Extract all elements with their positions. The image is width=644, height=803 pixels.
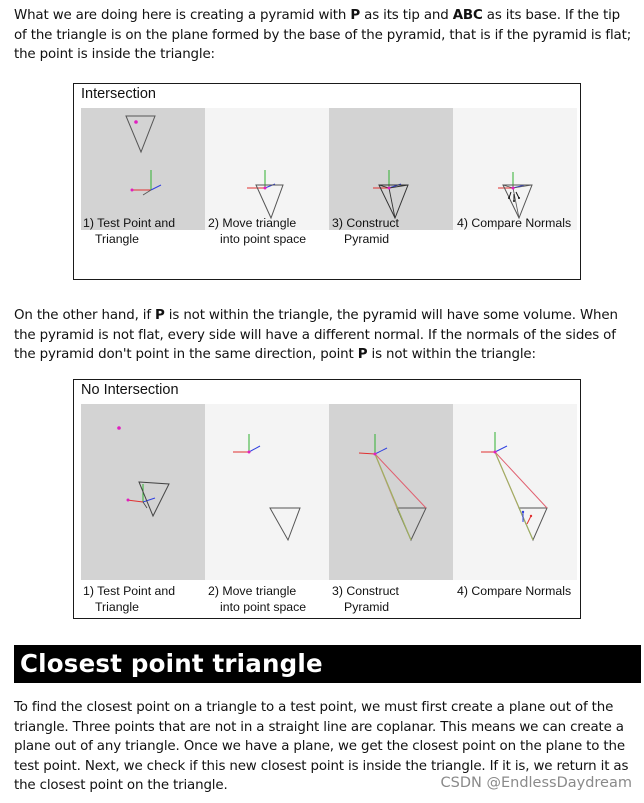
compare-normals-diagram	[453, 404, 577, 580]
panel-move-triangle	[205, 404, 329, 580]
panel-test-point	[81, 108, 205, 230]
move-triangle-diagram	[205, 108, 329, 230]
caption-construct-pyramid: 3) Construct Pyramid	[332, 216, 399, 246]
section-body-paragraph: To find the closest point on a triangle to a test point, we must first create a plane out of the triangle. Three points that are not in a straight line are coplanar. This means we can create a plane out of any triangle. Once we have a plane, we get the closest point on the plane to the test point. Next, we check if this new closest point is inside the triangle. If it is, we return it as the closest point on the triangle.	[14, 700, 629, 794]
caption-move-triangle: 2) Move triangle into point space	[208, 216, 307, 246]
test-point-diagram	[81, 404, 205, 580]
caption-test-point: 1) Test Point and Triangle	[83, 216, 176, 246]
middle-paragraph: On the other hand, if P is not within the triangle, the pyramid will have some volume. When the pyramid is not flat, every side will have a different normal. If the normals of the sides of the pyramid don't point in the same direction, point P is not within the triangle:	[14, 308, 618, 363]
caption-compare-normals: 4) Compare Normals	[457, 584, 572, 598]
figure-title: Intersection	[81, 86, 156, 102]
panel-compare-normals	[453, 404, 577, 580]
construct-pyramid-diagram	[329, 108, 453, 230]
panel-construct-pyramid	[329, 404, 453, 580]
no-intersection-figure	[73, 379, 581, 619]
panel-compare-normals	[453, 108, 577, 230]
compare-normals-diagram	[453, 108, 577, 230]
test-point-diagram	[81, 108, 205, 230]
section-heading: Closest point triangle	[14, 645, 641, 683]
intersection-figure	[73, 83, 581, 280]
panel-move-triangle	[205, 108, 329, 230]
caption-move-triangle: 2) Move triangle into point space	[208, 584, 307, 614]
panel-construct-pyramid	[329, 108, 453, 230]
move-triangle-diagram	[205, 404, 329, 580]
construct-pyramid-diagram	[329, 404, 453, 580]
caption-test-point: 1) Test Point and Triangle	[83, 584, 176, 614]
figure-title: No Intersection	[81, 382, 179, 398]
caption-construct-pyramid: 3) Construct Pyramid	[332, 584, 399, 614]
watermark: CSDN @EndlessDaydream	[440, 775, 632, 791]
caption-compare-normals: 4) Compare Normals	[457, 216, 572, 230]
intro-paragraph: What we are doing here is creating a pyramid with P as its tip and ABC as its base. If the tip of the triangle is on the plane formed by the base of the pyramid, that is if the pyramid is flat; the point is inside the triangle:	[14, 8, 632, 63]
panel-test-point	[81, 404, 205, 580]
